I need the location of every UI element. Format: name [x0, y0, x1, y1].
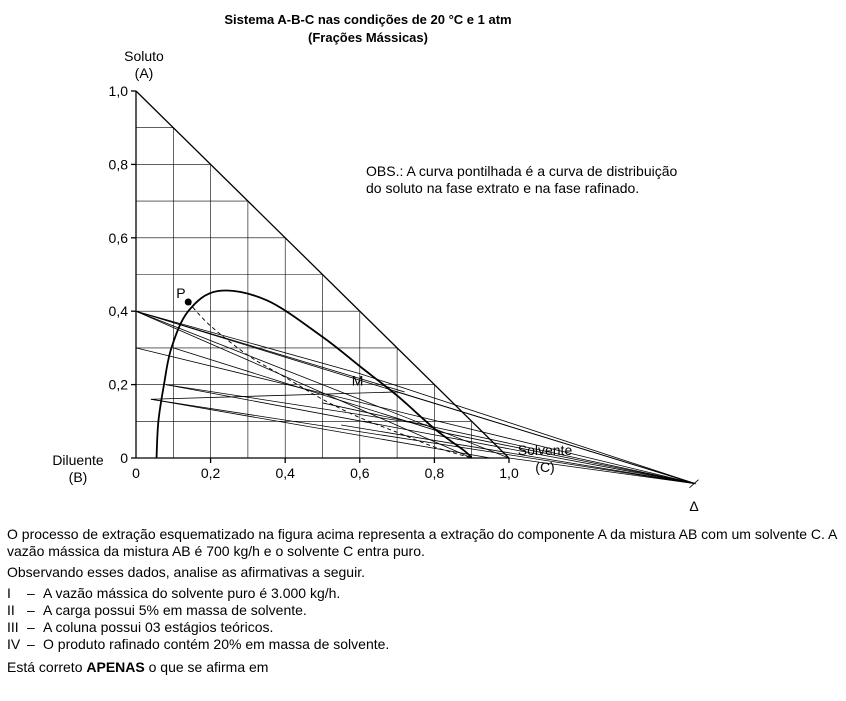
- point-p-marker: [185, 299, 192, 306]
- operating-line: [360, 374, 696, 484]
- note-line-1: OBS.: A curva pontilhada é a curva de distribuição: [366, 163, 678, 179]
- operating-line: [136, 348, 696, 484]
- x-tick-label: 0,6: [350, 465, 370, 481]
- statement-text: A coluna possui 03 estágios teóricos.: [43, 619, 274, 635]
- x-tick-label: 0,2: [200, 465, 221, 481]
- y-tick-label: 0,4: [108, 303, 128, 320]
- tie-line: [166, 385, 427, 425]
- solvent-label: Solvente: [517, 442, 573, 458]
- question-instruction: Observando esses dados, analise as afirmativas a seguir.: [7, 564, 365, 580]
- statement-item: [7, 636, 839, 653]
- statement-number: IV: [7, 636, 21, 652]
- origin-label-diluent: Diluente: [52, 452, 104, 468]
- origin-label-b: (B): [68, 469, 88, 485]
- x-tick-label: 0: [132, 465, 140, 481]
- statement-text: A vazão mássica do solvente puro é 3.000 kg/h.: [43, 585, 341, 601]
- statement-dash: –: [27, 585, 35, 601]
- x-tick-label: 1,0: [499, 465, 519, 481]
- tie-line: [173, 348, 442, 432]
- note-line-2: do soluto na fase extrato e na fase rafinado.: [366, 180, 640, 196]
- x-tick-label: 0,4: [275, 465, 295, 481]
- statement-dash: –: [27, 602, 35, 618]
- statement-text: A carga possui 5% em massa de solvente.: [43, 602, 307, 618]
- operating-line: [151, 399, 696, 483]
- statement-number: I: [7, 585, 11, 601]
- axis-layer: [131, 91, 509, 463]
- y-tick-label: 1,0: [108, 83, 128, 99]
- statement-item: [7, 602, 839, 619]
- chart-subtitle: (Frações Mássicas): [308, 30, 428, 45]
- prompt-suffix: o que se afirma em: [144, 659, 269, 675]
- prompt-emphasis: APENAS: [86, 659, 145, 675]
- point-m-label: M: [351, 372, 364, 389]
- statement-number: III: [7, 619, 19, 635]
- question-block: [7, 526, 839, 676]
- delta-point-mark: [690, 480, 699, 488]
- y-axis-label-solute: Soluto: [124, 48, 164, 64]
- question-intro: O processo de extração esquematizado na figura acima representa a extração do componente A da mistura AB com um solvente C. A vazão mássica da mistura AB é 700 kg/h e o solvente C entra puro.: [7, 526, 837, 559]
- question-prompt: [7, 659, 839, 676]
- y-tick-label: 0: [120, 450, 128, 466]
- point-p-label: P: [176, 285, 186, 302]
- tie-line-layer: [136, 311, 699, 487]
- solvent-label-c: (C): [535, 459, 555, 475]
- prompt-prefix: Está correto: [7, 659, 87, 675]
- y-tick-label: 0,6: [108, 229, 128, 246]
- statement-item: [7, 619, 839, 636]
- statement-dash: –: [27, 636, 35, 652]
- statement-item: [7, 585, 839, 602]
- y-tick-label: 0,2: [108, 376, 128, 393]
- chart-title: Sistema A-B-C nas condições de 20 °C e 1 atm: [224, 12, 512, 27]
- delta-label: Δ: [689, 498, 699, 514]
- statement-text: O produto rafinado contém 20% em massa de solvente.: [43, 636, 390, 652]
- y-tick-label: 0,8: [108, 156, 128, 173]
- statement-dash: –: [27, 619, 35, 635]
- x-tick-label: 0,8: [424, 465, 445, 481]
- y-axis-label-a: (A): [134, 65, 154, 81]
- statement-number: II: [7, 602, 15, 618]
- tie-line: [151, 392, 397, 399]
